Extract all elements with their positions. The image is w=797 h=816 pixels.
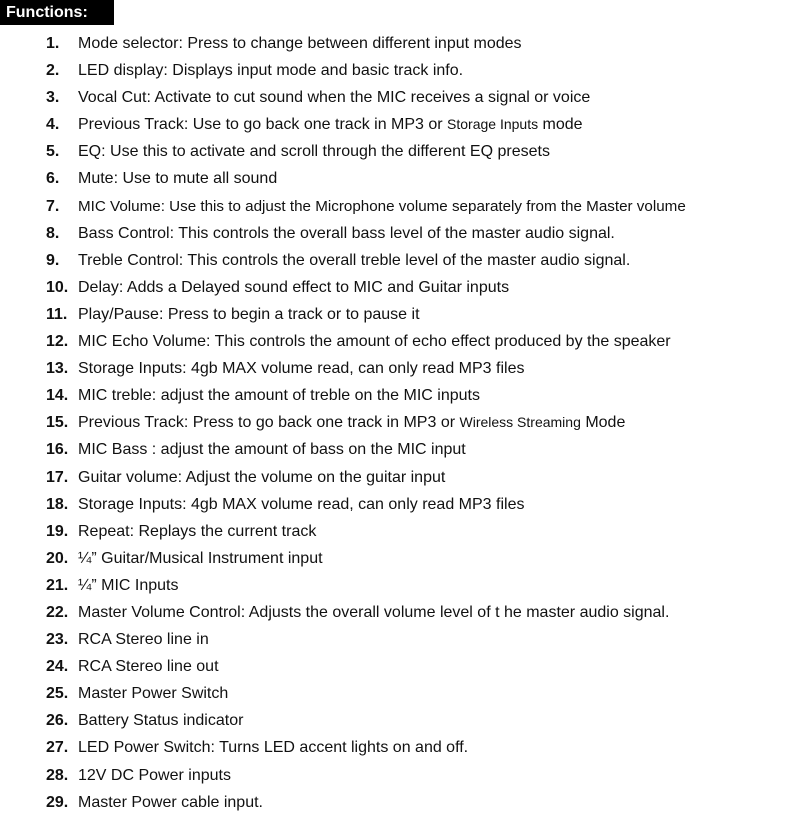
item-text-inline-label: Wireless Streaming xyxy=(459,414,581,431)
item-text-end: mode xyxy=(538,116,583,134)
item-text: Master Volume Control: Adjusts the overall volume level of t he master audio signal. xyxy=(78,603,670,621)
item-number: 22. xyxy=(46,603,69,621)
item-text: MIC Echo Volume: This controls the amount of echo effect produced by the speaker xyxy=(78,333,671,351)
item-text: EQ: Use this to activate and scroll through the different EQ presets xyxy=(78,143,550,161)
item-number: 26. xyxy=(46,712,69,730)
item-number: 24. xyxy=(46,658,69,676)
item-text: 12V DC Power inputs xyxy=(78,766,231,784)
item-number: 8. xyxy=(46,224,60,242)
item-text: MIC Volume: Use this to adjust the Microphone volume separately from the Master volume xyxy=(78,197,686,215)
item-text: Master Power cable input. xyxy=(78,793,263,811)
item-number: 29. xyxy=(46,793,69,811)
item-text: Treble Control: This controls the overall treble level of the master audio signal. xyxy=(78,251,631,269)
item-text: Vocal Cut: Activate to cut sound when the MIC receives a signal or voice xyxy=(78,89,591,107)
item-text: ¼” Guitar/Musical Instrument input xyxy=(78,549,323,567)
item-text: MIC Bass : adjust the amount of bass on the MIC input xyxy=(78,441,466,459)
functions-heading: Functions: xyxy=(0,0,114,25)
item-number: 11. xyxy=(46,305,68,323)
item-text: Repeat: Replays the current track xyxy=(78,522,317,540)
item-number: 13. xyxy=(46,360,69,378)
item-number: 10. xyxy=(46,278,69,296)
item-number: 28. xyxy=(46,766,69,784)
item-text: RCA Stereo line in xyxy=(78,631,209,649)
item-number: 2. xyxy=(46,62,60,80)
item-text-start: Previous Track: Press to go back one track in MP3 or xyxy=(78,414,460,432)
item-text: Mode selector: Press to change between different input modes xyxy=(78,35,522,52)
item-number: 25. xyxy=(46,685,69,703)
item-number: 17. xyxy=(46,468,69,486)
item-text xyxy=(78,111,583,138)
item-text: RCA Stereo line out xyxy=(78,658,219,676)
item-number: 21. xyxy=(46,576,69,594)
item-text: Storage Inputs: 4gb MAX volume read, can only read MP3 files xyxy=(78,360,525,378)
item-number: 3. xyxy=(46,89,60,107)
item-text: LED Power Switch: Turns LED accent lights on and off. xyxy=(78,739,469,757)
item-text: Bass Control: This controls the overall bass level of the master audio signal. xyxy=(78,224,615,242)
item-text: Guitar volume: Adjust the volume on the guitar input xyxy=(78,468,446,486)
item-text: LED display: Displays input mode and basic track info. xyxy=(78,62,464,80)
item-number: 18. xyxy=(46,495,69,513)
item-text-start: Previous Track: Use to go back one track in MP3 or xyxy=(78,116,448,134)
item-number: 27. xyxy=(46,739,69,757)
item-number: 9. xyxy=(46,251,60,269)
item-number: 1. xyxy=(46,35,60,52)
item-number: 19. xyxy=(46,522,69,540)
item-number: 6. xyxy=(46,170,60,188)
item-number: 4. xyxy=(46,116,60,134)
item-number: 23. xyxy=(46,631,69,649)
item-text: Play/Pause: Press to begin a track or to pause it xyxy=(78,305,420,323)
item-text xyxy=(78,409,625,436)
item-text: ¼” MIC Inputs xyxy=(78,576,179,594)
item-number: 20. xyxy=(46,549,69,567)
item-text-end: Mode xyxy=(580,414,626,432)
item-text: Delay: Adds a Delayed sound effect to MIC and Guitar inputs xyxy=(78,278,510,296)
item-number: 14. xyxy=(46,387,69,405)
item-text: Mute: Use to mute all sound xyxy=(78,170,278,188)
item-number: 5. xyxy=(46,143,60,161)
item-number: 15. xyxy=(46,414,69,432)
item-number: 16. xyxy=(46,441,69,459)
item-text: Battery Status indicator xyxy=(78,712,244,730)
item-number: 12. xyxy=(46,333,69,351)
item-text: MIC treble: adjust the amount of treble on the MIC inputs xyxy=(78,387,480,405)
item-text: Master Power Switch xyxy=(78,685,229,703)
item-number: 7. xyxy=(46,197,60,215)
item-text-inline-label: Storage Inputs xyxy=(447,116,539,133)
item-text: Storage Inputs: 4gb MAX volume read, can only read MP3 files xyxy=(78,495,525,513)
